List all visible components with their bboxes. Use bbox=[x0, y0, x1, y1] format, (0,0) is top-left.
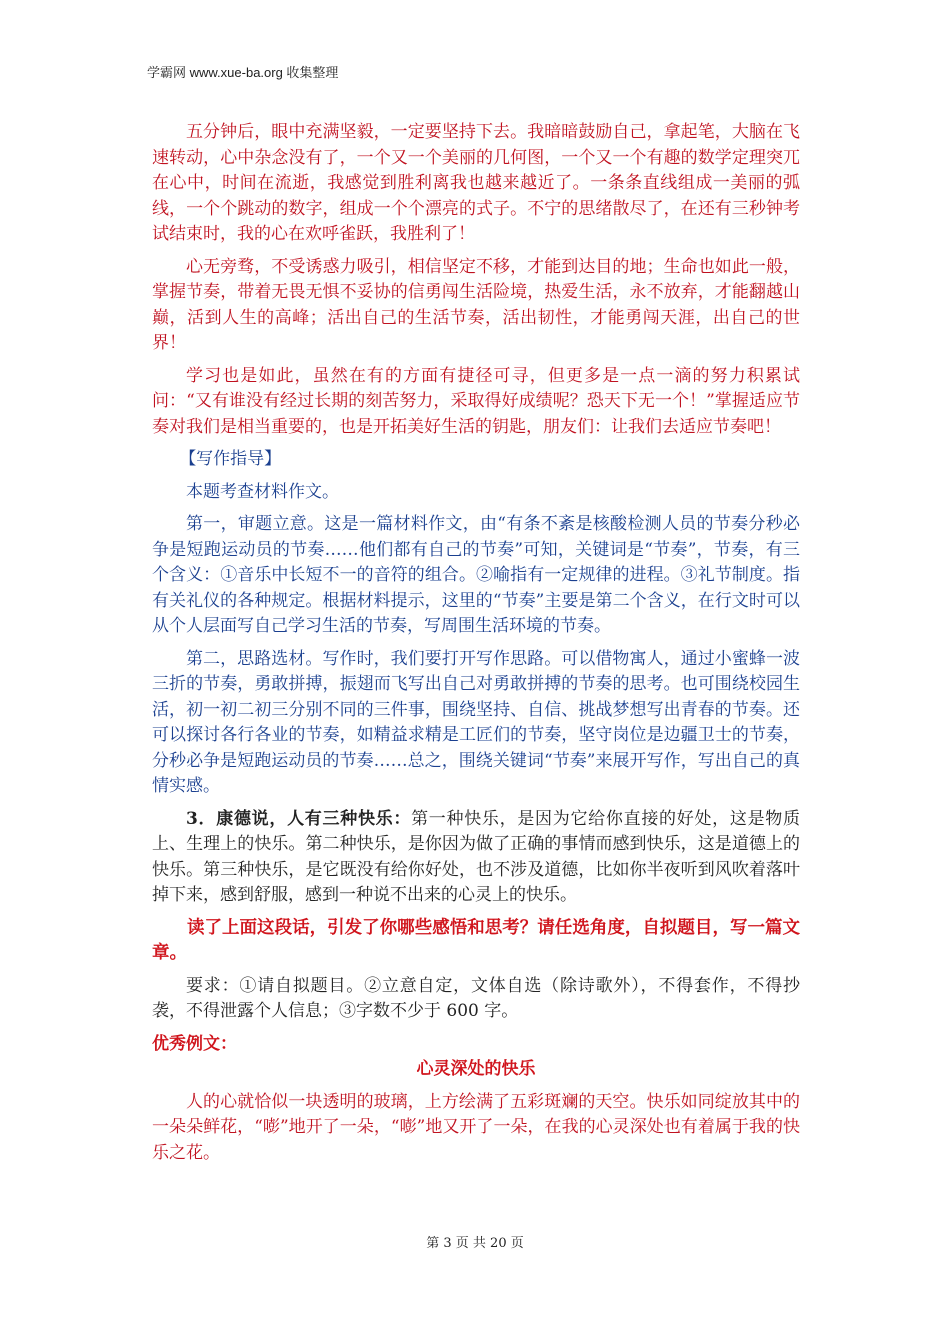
essay-title: 心灵深处的快乐 bbox=[416, 1059, 536, 1079]
question-3-lead: 3．康德说，人有三种快乐： bbox=[186, 808, 412, 829]
page-header: 学霸网 www.xue-ba.org 收集整理 bbox=[147, 65, 339, 80]
example-label: 优秀例文： bbox=[152, 1033, 237, 1054]
page-footer: 第 3 页 共 20 页 bbox=[426, 1236, 524, 1251]
essay-paragraph-2: 心无旁骛，不受诱惑力吸引，相信坚定不移，才能到达目的地；生命也如此一般，掌握节奏，带着无畏无惧不妥协的信勇闯生活险境，热爱生活，永不放弃，才能翻越山巅，活到人生的高峰；活出自己的生活节奏，活出韧性，才能勇闯天涯，出自己的世界！ bbox=[152, 256, 800, 353]
essay-paragraph-1: 五分钟后，眼中充满坚毅，一定要坚持下去。我暗暗鼓励自己，拿起笔，大脑在飞速转动，心中杂念没有了，一个又一个美丽的几何图，一个又一个有趣的数学定理突兀在心中，时间在流逝，我感觉到胜利离我也越来越近了。一条条直线组成一美丽的弧线，一个个跳动的数字，组成一个个漂亮的式子。不宁的思绪散尽了，在还有三秒钟考试结束时，我的心在欢呼雀跃，我胜利了！ bbox=[152, 122, 800, 244]
document-body bbox=[152, 120, 800, 1166]
question-3-body: 第一种快乐，是因为它给你直接的好处，这是物质上、生理上的快乐。第二种快乐，是你因为做了正确的事情而感到快乐，这是道德上的快乐。第三种快乐，是它既没有给你好处，也不涉及道德，比如你半夜听到风吹着落叶掉下来，感到舒服，感到一种说不出来的心灵上的快乐。 bbox=[152, 808, 801, 905]
writing-guide-intro: 本题考查材料作文。 bbox=[186, 481, 339, 502]
example-essay-paragraph-1: 人的心就恰似一块透明的玻璃，上方绘满了五彩斑斓的天空。快乐如同绽放其中的一朵朵鲜花，“嘭”地开了一朵，“嘭”地又开了一朵，在我的心灵深处也有着属于我的快乐之花。 bbox=[152, 1091, 800, 1163]
question-3-prompt: 读了上面这段话，引发了你哪些感悟和思考？请任选角度，自拟题目，写一篇文章。 bbox=[152, 917, 800, 963]
writing-guide-heading: 【写作指导】 bbox=[179, 449, 282, 469]
question-3-material bbox=[152, 807, 800, 909]
essay-paragraph-3: 学习也是如此，虽然在有的方面有捷径可寻，但更多是一点一滴的努力积累试问：“又有谁没有经过长期的刻苦努力，采取得好成绩呢？恐天下无一个！”掌握适应节奏对我们是相当重要的，也是开拓美好生活的钥匙，朋友们：让我们去适应节奏吧！ bbox=[152, 365, 800, 437]
writing-guide-point-2: 第二，思路选材。写作时，我们要打开写作思路。可以借物寓人，通过小蜜蜂一波三折的节奏，勇敢拼搏，振翅而飞写出自己对勇敢拼搏的节奏的思考。也可围绕校园生活，初一初二初三分别不同的三件事，围绕坚持、自信、挑战梦想写出青春的节奏。还可以探讨各行各业的节奏，如精益求精是工匠们的节奏，坚守岗位是边疆卫士的节奏，分秒必争是短跑运动员的节奏……总之，围绕关键词“节奏”来展开写作，写出自己的真情实感。 bbox=[152, 648, 800, 796]
writing-guide-point-1: 第一，审题立意。这是一篇材料作文，由“有条不紊是核酸检测人员的节奏分秒必争是短跑运动员的节奏……他们都有自己的节奏”可知，关键词是“节奏”，节奏，有三个含义：①音乐中长短不一的音符的组合。②喻指有一定规律的进程。③礼节制度。指有关礼仪的各种规定。根据材料提示，这里的“节奏”主要是第二个含义，在行文时可以从个人层面写自己学习生活的节奏，写周围生活环境的节奏。 bbox=[152, 514, 800, 636]
question-3-requirements: 要求：①请自拟题目。②立意自定，文体自选（除诗歌外），不得套作，不得抄袭，不得泄露个人信息；③字数不少于 600 字。 bbox=[152, 975, 800, 1021]
